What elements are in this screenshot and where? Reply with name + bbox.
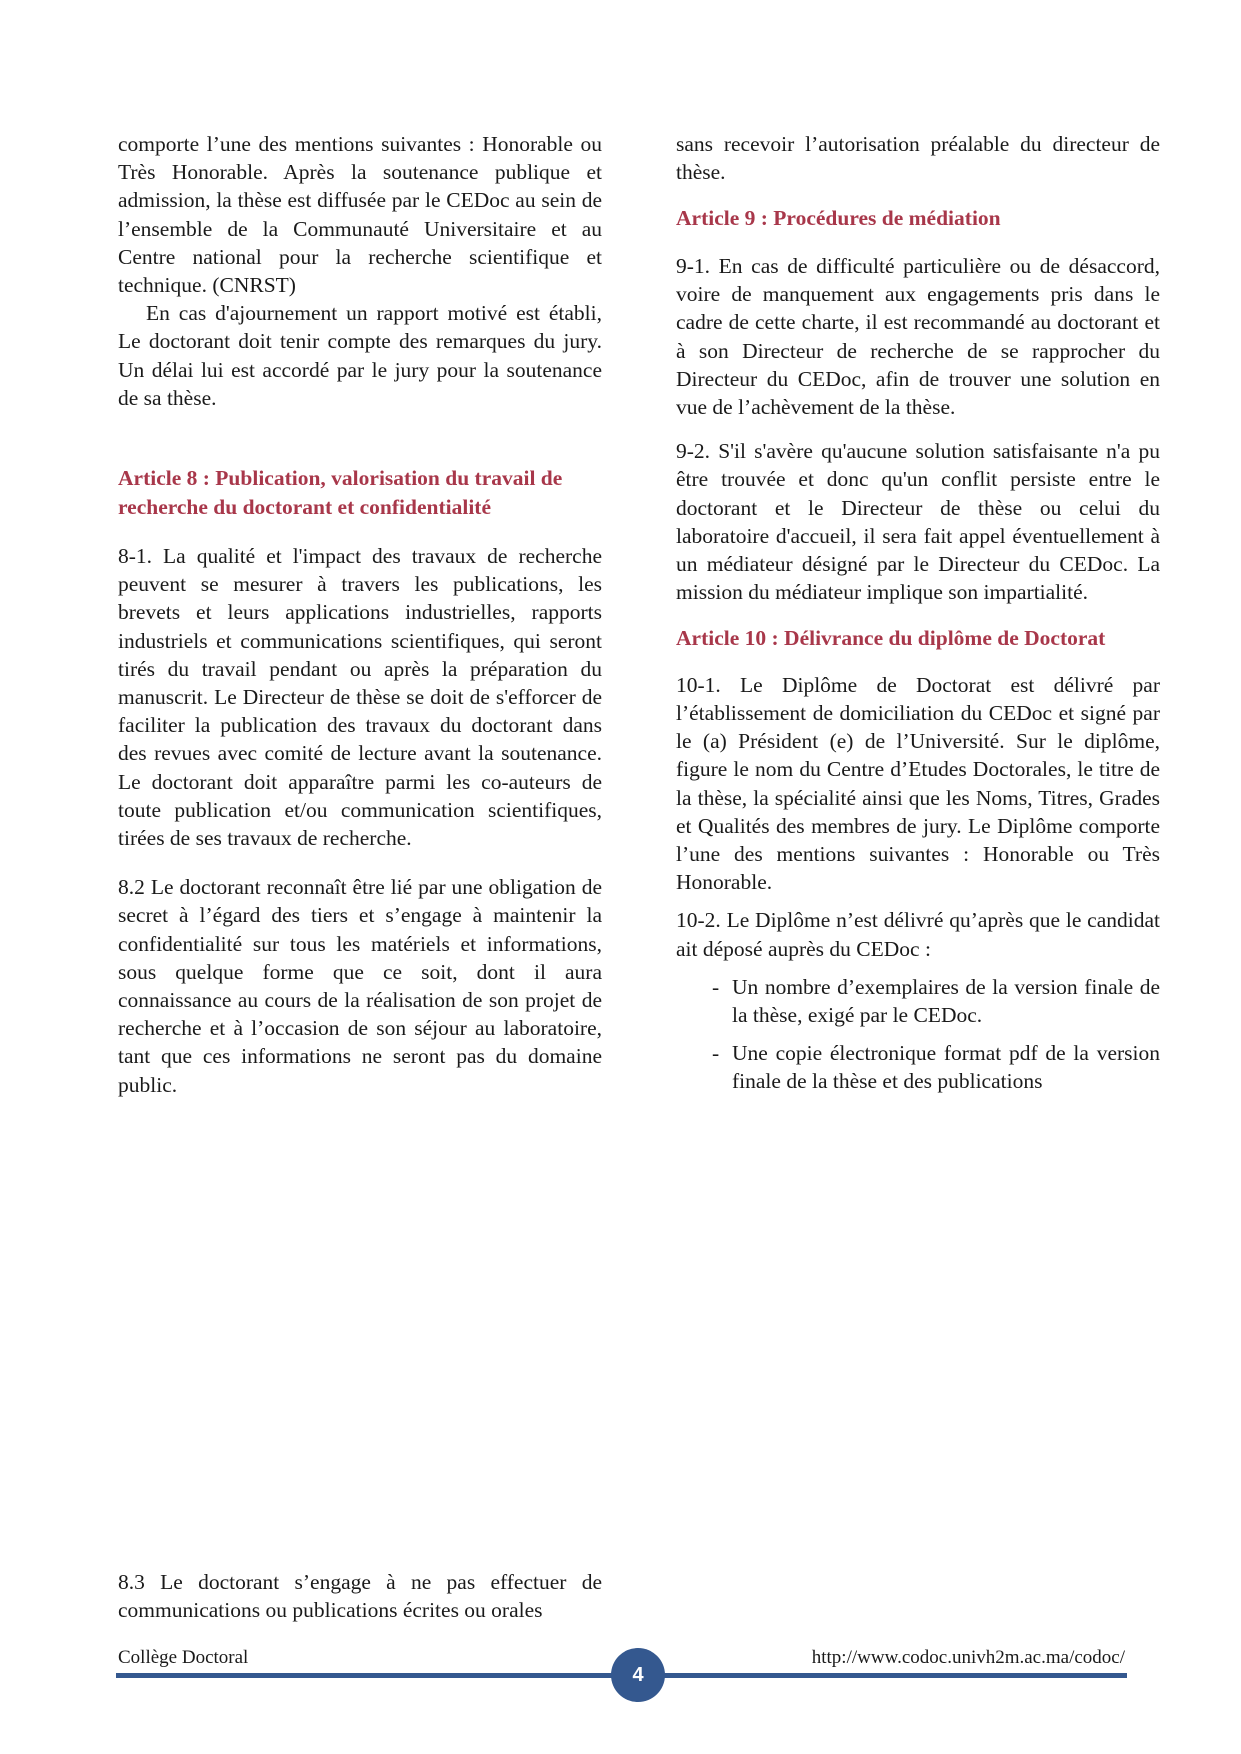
paragraph-mentions: comporte l’une des mentions suivantes : Honorable ou Très Honorable. Après la soutenance publique et admission, la thèse est diffusée par le CEDoc au sein de l’ensemble de la Communauté Universitaire et au Centre national pour la recherche scientifique et technique. (CNRST) [118,132,602,298]
list-item-text: Un nombre d’exemplaires de la version finale de la thèse, exigé par le CEDoc. [732,974,1160,1028]
list-item [676,1039,1160,1095]
right-column [676,130,1160,1096]
article-9-heading: Article 9 : Procédures de médiation [676,206,1001,231]
paragraph-10-2: 10-2. Le Diplôme n’est délivré qu’après que le candidat ait déposé auprès du CEDoc : [676,908,1160,961]
list-dash: - [712,1041,720,1066]
paragraph-8-1: 8-1. La qualité et l'impact des travaux de recherche peuvent se mesurer à travers les publications, les brevets et leurs applications industrielles, rapports industriels et communications scientifiques, qui seront tirés du travail pendant ou après la préparation du manuscrit. Le Directeur de thèse se doit de s'efforcer de faciliter la publication des travaux du doctorant dans des revues avec comité de lecture avant la soutenance. Le doctorant doit apparaître parmi les co-auteurs de toute publication et/ou communication scientifiques, tirées de ses travaux de recherche. [118,544,602,851]
left-column [118,130,602,1099]
page-number-badge: 4 [611,1648,665,1702]
paragraph-8-3: 8.3 Le doctorant s’engage à ne pas effectuer de communications ou publications écrites ou orales [118,1570,602,1623]
paragraph-9-1: 9-1. En cas de difficulté particulière ou de désaccord, voire de manquement aux engagements pris dans le cadre de cette charte, il est recommandé au doctorant et à son Directeur de recherche de se rapprocher du Directeur du CEDoc, afin de trouver une solution en vue de l’achèvement de la thèse. [676,253,1160,419]
list-item [676,973,1160,1029]
left-column-bottom [118,1568,602,1624]
list-item-text: Une copie électronique format pdf de la version finale de la thèse et des publications [732,1041,1160,1094]
paragraph-9-2: 9-2. S'il s'avère qu'aucune solution satisfaisante n'a pu être trouvée et donc qu'un conflit persiste entre le doctorant et le Directeur de thèse ou celui du laboratoire d'accueil, il sera fait appel éventuellement à un médiateur désigné par le Directeur du CEDoc. La mission du médiateur implique son impartialité. [676,439,1160,605]
article-10-heading: Article 10 : Délivrance du diplôme de Doctorat [676,626,1106,651]
paragraph-10-1: 10-1. Le Diplôme de Doctorat est délivré par l’établissement de domiciliation du CEDoc et signé par le (a) Président (e) de l’Université. Sur le diplôme, figure le nom du Centre d’Etudes Doctorales, le titre de la thèse, la spécialité ainsi que les Noms, Titres, Grades et Qualités des membres de jury. Le Diplôme comporte l’une des mentions suivantes : Honorable ou Très Honorable. [676,672,1160,895]
paragraph-ajournement: En cas d'ajournement un rapport motivé est établi, Le doctorant doit tenir compte des remarques du jury. Un délai lui est accordé par le jury pour la soutenance de sa thèse. [118,301,602,410]
paragraph-8-2: 8.2 Le doctorant reconnaît être lié par une obligation de secret à l’égard des tiers et s’engage à maintenir la confidentialité sur tous les matériels et informations, sous quelque forme que ce soit, dont il aura connaissance au cours de la réalisation de son projet de recherche et à l’occasion de son séjour au laboratoire, tant que ces informations ne seront pas du domaine public. [118,875,602,1097]
paragraph-autorisation: sans recevoir l’autorisation préalable du directeur de thèse. [676,132,1160,185]
article-8-heading: Article 8 : Publication, valorisation du travail de recherche du doctorant et confidentialité [118,466,563,519]
list-dash: - [712,974,720,999]
footer-college-label: Collège Doctoral [118,1647,249,1668]
deposit-requirements-list [676,973,1160,1096]
footer-url[interactable]: http://www.codoc.univh2m.ac.ma/codoc/ [811,1647,1125,1668]
